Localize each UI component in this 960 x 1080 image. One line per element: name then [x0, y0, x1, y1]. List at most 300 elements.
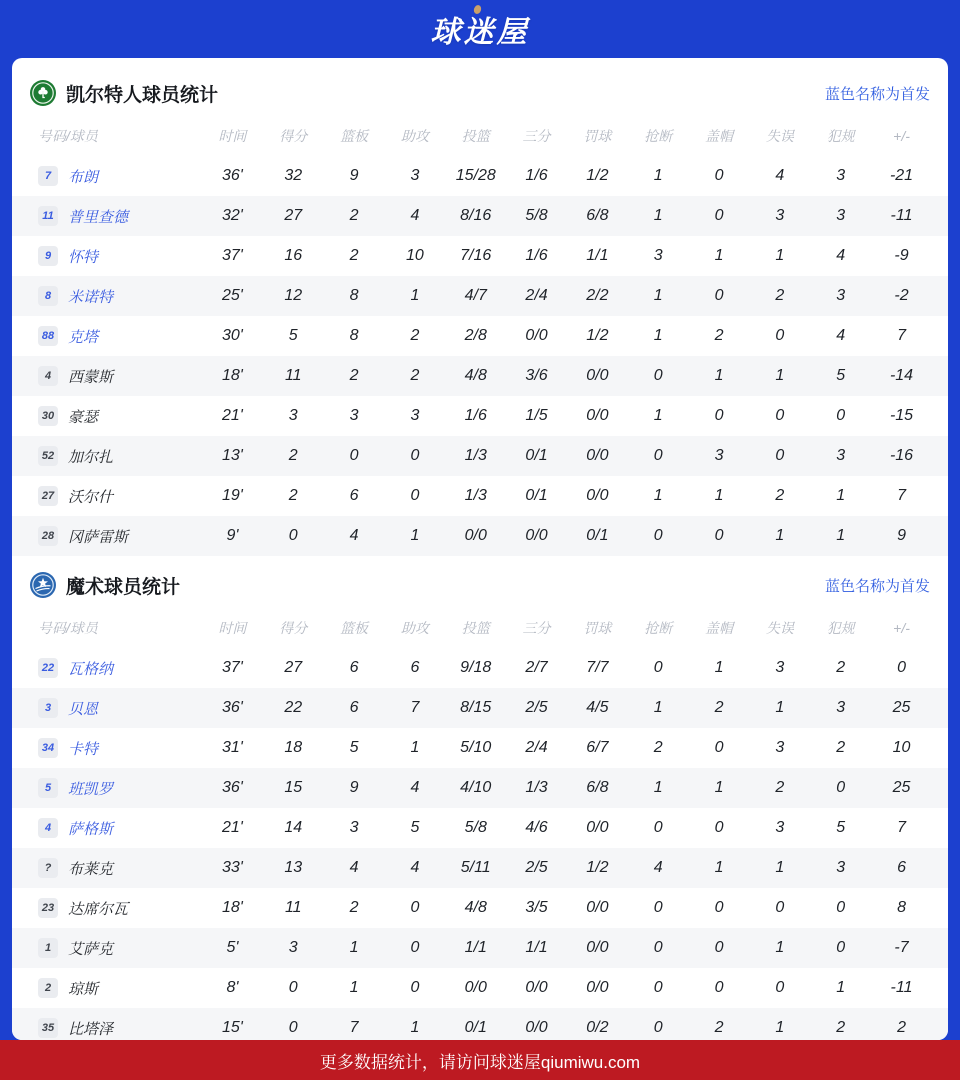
stat-cell: 4/6 — [525, 819, 548, 836]
stat-cell: 2 — [897, 1019, 906, 1036]
player-name: 艾萨克 — [68, 940, 114, 958]
stat-cell: 0/0 — [525, 1019, 548, 1036]
player-cell — [12, 858, 202, 879]
stat-cell: 0/1 — [525, 447, 548, 464]
column-header: 罚球 — [583, 620, 612, 636]
stat-cell: 0/0 — [586, 939, 609, 956]
player-name: 冈萨雷斯 — [68, 528, 129, 546]
stat-cell: 0 — [775, 899, 785, 916]
stat-cell: 1 — [775, 1019, 785, 1036]
column-header: +/- — [893, 128, 910, 144]
player-row — [12, 848, 948, 888]
column-header: 助攻 — [400, 128, 429, 144]
stat-cell: 9' — [226, 527, 239, 544]
column-header: 时间 — [218, 128, 247, 144]
stat-cell: 0 — [714, 167, 724, 184]
stat-cell: 3 — [775, 819, 785, 836]
stat-cell: 2/2 — [586, 287, 609, 304]
stat-cell: 33' — [221, 859, 243, 876]
stat-cell: 14 — [284, 819, 303, 836]
team-section — [12, 556, 948, 1040]
player-cell — [12, 818, 202, 839]
stat-cell: 0 — [714, 287, 724, 304]
stat-cell: 1/5 — [525, 407, 548, 424]
stat-cell: 1 — [410, 739, 420, 756]
stat-cell: 0 — [653, 367, 663, 384]
stat-cell: 7 — [897, 819, 906, 836]
stat-cell: 1 — [653, 167, 663, 184]
stat-cell: 0/0 — [464, 527, 487, 544]
stat-cell: 1 — [836, 487, 846, 504]
player-cell — [12, 938, 202, 959]
stat-cell: 3 — [349, 819, 359, 836]
stat-cell: -11 — [890, 207, 913, 224]
column-header: 盖帽 — [705, 620, 734, 636]
stat-cell: 0 — [653, 939, 663, 956]
player-row — [12, 808, 948, 848]
player-row — [12, 648, 948, 688]
player-number-badge: 22 — [38, 658, 58, 678]
stat-cell: 32 — [284, 167, 303, 184]
player-row — [12, 688, 948, 728]
stat-cell: 1 — [775, 367, 785, 384]
player-number-badge: 27 — [38, 486, 58, 506]
player-row — [12, 316, 948, 356]
column-header: 篮板 — [340, 620, 369, 636]
stat-cell: 1 — [653, 207, 663, 224]
stat-cell: 0/0 — [586, 979, 609, 996]
stat-cell: 2 — [714, 327, 724, 344]
stat-cell: 5 — [410, 819, 420, 836]
player-number-badge: ? — [38, 858, 58, 878]
stat-cell: 12 — [284, 287, 303, 304]
stat-cell: 0 — [775, 447, 785, 464]
stat-cell: 2 — [653, 739, 663, 756]
stat-cell: 8 — [349, 287, 359, 304]
stat-cell: 1/6 — [525, 167, 548, 184]
player-row — [12, 516, 948, 556]
column-header: 犯规 — [826, 620, 855, 636]
stat-cell: 4/8 — [464, 367, 487, 384]
stat-cell: 4/10 — [460, 779, 492, 796]
stat-cell: 7 — [349, 1019, 359, 1036]
stat-cell: 0 — [714, 407, 724, 424]
stat-cell: 0/0 — [464, 979, 487, 996]
stat-cell: 0 — [714, 739, 724, 756]
stat-cell: 0/0 — [586, 487, 609, 504]
stat-cell: 15 — [284, 779, 303, 796]
player-number-badge: 2 — [38, 978, 58, 998]
stat-cell: 5 — [349, 739, 359, 756]
stat-cell: 3 — [836, 207, 846, 224]
stat-cell: -2 — [894, 287, 909, 304]
player-name: 沃尔什 — [68, 488, 114, 506]
stat-cell: 1 — [349, 939, 359, 956]
player-name: 萨格斯 — [68, 820, 114, 838]
column-header: 得分 — [279, 128, 308, 144]
stat-cell: 18' — [221, 899, 243, 916]
column-header: 得分 — [279, 620, 308, 636]
stat-cell: 3 — [775, 739, 785, 756]
stat-cell: 37' — [221, 659, 243, 676]
stat-cell: 9 — [349, 779, 359, 796]
stat-cell: 1 — [349, 979, 359, 996]
stat-cell: 2 — [410, 367, 420, 384]
stat-cell: 0/1 — [464, 1019, 487, 1036]
stat-cell: -14 — [889, 367, 914, 384]
stat-cell: 1/3 — [464, 447, 487, 464]
stat-cell: -21 — [889, 167, 914, 184]
stat-cell: 2 — [349, 899, 359, 916]
stat-cell: 1 — [836, 527, 846, 544]
stat-cell: 0 — [775, 979, 785, 996]
stat-cell: 3 — [714, 447, 724, 464]
stat-cell: 0 — [288, 1019, 298, 1036]
stat-cell: -16 — [889, 447, 914, 464]
stat-cell: 6 — [410, 659, 420, 676]
stat-cell: 0 — [349, 447, 359, 464]
stat-cell: 25' — [221, 287, 243, 304]
stat-cell: -9 — [894, 247, 909, 264]
player-number-badge: 88 — [38, 326, 58, 346]
stat-cell: 1/6 — [464, 407, 487, 424]
stat-cell: 7 — [897, 487, 906, 504]
stat-cell: 3/6 — [525, 367, 548, 384]
player-number-badge: 52 — [38, 446, 58, 466]
stat-cell: 0 — [410, 979, 420, 996]
stat-cell: 2 — [714, 699, 724, 716]
stat-cell: 1 — [653, 779, 663, 796]
stat-cell: 31' — [221, 739, 243, 756]
stat-cell: 8 — [897, 899, 906, 916]
player-row — [12, 356, 948, 396]
stat-cell: 6 — [897, 859, 906, 876]
stat-cell: 7 — [410, 699, 420, 716]
stat-cell: 4/7 — [464, 287, 487, 304]
stat-cell: 0 — [836, 779, 846, 796]
stat-cell: 8/15 — [460, 699, 492, 716]
column-header: 失误 — [765, 620, 794, 636]
player-row — [12, 768, 948, 808]
player-number-badge: 23 — [38, 898, 58, 918]
logo-dot-accent — [473, 4, 483, 15]
stat-cell: 1/6 — [525, 247, 548, 264]
stat-cell: 3 — [288, 407, 298, 424]
player-cell — [12, 526, 202, 547]
stat-cell: 0 — [836, 407, 846, 424]
player-number-badge: 3 — [38, 698, 58, 718]
stat-cell: 0 — [836, 939, 846, 956]
player-row — [12, 156, 948, 196]
player-name: 普里查德 — [68, 208, 129, 226]
stat-cell: 2 — [836, 659, 846, 676]
stat-cell: 6/8 — [586, 207, 609, 224]
stat-cell: 1 — [775, 699, 785, 716]
column-header: 篮板 — [340, 128, 369, 144]
stat-cell: 2 — [349, 207, 359, 224]
player-row — [12, 928, 948, 968]
stat-cell: 0 — [775, 327, 785, 344]
team-title: 魔术球员统计 — [66, 576, 181, 598]
stat-cell: 4 — [410, 859, 420, 876]
stat-cell: 0 — [714, 527, 724, 544]
stat-cell: -15 — [889, 407, 914, 424]
stat-cell: 32' — [221, 207, 243, 224]
stat-cell: 2 — [288, 487, 298, 504]
player-cell — [12, 778, 202, 799]
stat-cell: 5/8 — [525, 207, 548, 224]
stat-cell: 1 — [410, 287, 420, 304]
stat-cell: 11 — [284, 899, 302, 916]
stat-cell: 0 — [653, 447, 663, 464]
player-number-badge: 11 — [38, 206, 58, 226]
player-cell — [12, 1018, 202, 1039]
magic-logo-icon — [30, 572, 56, 598]
stat-cell: 1 — [653, 327, 663, 344]
stat-cell: 1/1 — [586, 247, 609, 264]
player-name: 琼斯 — [68, 980, 99, 998]
stat-cell: 2/5 — [525, 699, 548, 716]
stat-cell: 0/2 — [586, 1019, 609, 1036]
column-header: 投篮 — [461, 620, 490, 636]
starter-legend: 蓝色名称为首发 — [824, 85, 930, 103]
stat-cell: 6 — [349, 487, 359, 504]
player-cell — [12, 446, 202, 467]
stat-cell: 7 — [897, 327, 906, 344]
stat-cell: 21' — [221, 819, 243, 836]
stat-cell: -7 — [894, 939, 909, 956]
stat-cell: 1 — [410, 1019, 420, 1036]
player-number-badge: 35 — [38, 1018, 58, 1038]
stat-cell: 4 — [349, 527, 359, 544]
stat-cell: 2/8 — [464, 327, 487, 344]
stat-cell: 27 — [284, 207, 303, 224]
team-section-header — [12, 64, 948, 116]
column-header: 三分 — [522, 128, 551, 144]
column-header: 犯规 — [826, 128, 855, 144]
player-name: 瓦格纳 — [68, 660, 114, 678]
stat-cell: 0 — [653, 819, 663, 836]
player-row — [12, 276, 948, 316]
player-cell — [12, 366, 202, 387]
stat-cell: 1 — [410, 527, 420, 544]
player-cell — [12, 326, 202, 347]
stat-cell: 1 — [714, 247, 724, 264]
column-header: 失误 — [765, 128, 794, 144]
player-number-badge: 8 — [38, 286, 58, 306]
stat-cell: 1 — [775, 527, 785, 544]
stat-cell: 0/1 — [525, 487, 548, 504]
stat-cell: 13' — [221, 447, 243, 464]
player-name: 比塔泽 — [68, 1020, 114, 1038]
stat-cell: 36' — [221, 167, 243, 184]
stat-cell: 37' — [221, 247, 243, 264]
stat-cell: 0/1 — [586, 527, 609, 544]
player-row — [12, 396, 948, 436]
stat-cell: 3 — [653, 247, 663, 264]
stat-cell: 0 — [288, 527, 298, 544]
player-number-badge: 4 — [38, 818, 58, 838]
player-row — [12, 236, 948, 276]
stat-cell: 0 — [714, 899, 724, 916]
stat-cell: 0/0 — [586, 819, 609, 836]
stat-cell: 2 — [775, 779, 785, 796]
column-header: 助攻 — [400, 620, 429, 636]
stat-cell: 1 — [836, 979, 846, 996]
stat-cell: 1/2 — [586, 327, 609, 344]
column-header: 罚球 — [583, 128, 612, 144]
stat-cell: 4/5 — [586, 699, 609, 716]
stat-cell: 0 — [714, 207, 724, 224]
stat-cell: 2 — [714, 1019, 724, 1036]
stat-cell: 5' — [226, 939, 239, 956]
player-row — [12, 476, 948, 516]
site-header — [0, 0, 960, 58]
stat-cell: 2 — [836, 739, 846, 756]
stat-cell: 3 — [836, 699, 846, 716]
player-cell — [12, 206, 202, 227]
stat-cell: 0/0 — [525, 979, 548, 996]
stat-cell: 4 — [836, 247, 846, 264]
player-row — [12, 1008, 948, 1040]
stat-cell: 0/0 — [586, 367, 609, 384]
stat-cell: 1 — [714, 779, 724, 796]
player-cell — [12, 286, 202, 307]
stat-cell: 6 — [349, 659, 359, 676]
player-number-badge: 30 — [38, 406, 58, 426]
stat-cell: 10 — [406, 247, 424, 264]
stat-cell: 13 — [284, 859, 303, 876]
stat-cell: 15/28 — [455, 167, 496, 184]
column-header: 三分 — [522, 620, 551, 636]
stat-cell: 18 — [284, 739, 303, 756]
player-cell — [12, 898, 202, 919]
stat-cell: 4 — [653, 859, 663, 876]
stat-cell: 0 — [410, 447, 420, 464]
player-cell — [12, 166, 202, 187]
stat-cell: 2 — [349, 367, 359, 384]
stat-cell: 6 — [349, 699, 359, 716]
player-name: 卡特 — [68, 740, 99, 758]
stat-cell: 1 — [653, 487, 663, 504]
stat-cell: 2 — [349, 247, 359, 264]
stat-cell: 3 — [775, 207, 785, 224]
stat-cell: 0 — [653, 659, 663, 676]
stat-cell: 6/7 — [586, 739, 609, 756]
stat-cell: 4 — [349, 859, 359, 876]
player-row — [12, 728, 948, 768]
player-number-badge: 4 — [38, 366, 58, 386]
starter-legend: 蓝色名称为首发 — [824, 577, 930, 595]
stat-cell: 0/0 — [525, 327, 548, 344]
stat-cell: 5 — [288, 327, 298, 344]
stat-cell: 3 — [836, 447, 846, 464]
stat-cell: 1/1 — [525, 939, 548, 956]
stat-cell: 1/2 — [586, 859, 609, 876]
column-header: +/- — [893, 620, 910, 636]
stat-cell: 2 — [410, 327, 420, 344]
player-name: 怀特 — [68, 248, 99, 266]
player-name: 贝恩 — [68, 700, 99, 718]
column-header: 号码/球员 — [38, 620, 98, 636]
stat-cell: 0 — [714, 939, 724, 956]
player-row — [12, 888, 948, 928]
celtics-logo-icon — [30, 80, 56, 106]
player-cell — [12, 246, 202, 267]
stat-cell: 6/8 — [586, 779, 609, 796]
stat-cell: 0 — [410, 899, 420, 916]
stat-cell: 5 — [836, 367, 846, 384]
stat-cell: 0 — [410, 487, 420, 504]
stat-cell: 5/10 — [460, 739, 492, 756]
stat-cell: 0 — [836, 899, 846, 916]
player-number-badge: 1 — [38, 938, 58, 958]
stat-cell: 1 — [653, 699, 663, 716]
stat-cell: -11 — [890, 979, 913, 996]
stat-cell: 1 — [714, 859, 724, 876]
stat-cell: 21' — [221, 407, 243, 424]
stat-cell: 5/11 — [460, 859, 491, 876]
stat-cell: 1 — [653, 287, 663, 304]
stat-cell: 8 — [349, 327, 359, 344]
player-number-badge: 28 — [38, 526, 58, 546]
player-cell — [12, 486, 202, 507]
stat-cell: 0 — [653, 527, 663, 544]
player-cell — [12, 698, 202, 719]
team-section-header — [12, 556, 948, 608]
stat-cell: 25 — [892, 699, 911, 716]
stat-cell: 3 — [410, 407, 420, 424]
stat-cell: 8/16 — [460, 207, 492, 224]
stat-cell: 9 — [897, 527, 906, 544]
stat-cell: 2/4 — [525, 287, 548, 304]
stat-cell: 36' — [221, 699, 243, 716]
stat-cell: 4 — [775, 167, 785, 184]
stat-cell: 0 — [897, 659, 906, 676]
stat-cell: 4/8 — [464, 899, 487, 916]
stat-cell: 36' — [221, 779, 243, 796]
table-header-row — [12, 116, 948, 156]
stat-cell: 4 — [836, 327, 846, 344]
stat-cell: 1/3 — [525, 779, 548, 796]
site-logo-text: 球迷屋 — [430, 16, 530, 49]
column-header: 投篮 — [461, 128, 490, 144]
stat-cell: 0 — [410, 939, 420, 956]
stats-card — [12, 58, 948, 1040]
stat-cell: 15' — [221, 1019, 243, 1036]
stat-cell: 0 — [653, 899, 663, 916]
stat-cell: 1 — [714, 367, 724, 384]
stat-cell: 2 — [775, 287, 785, 304]
player-row — [12, 436, 948, 476]
column-header: 盖帽 — [705, 128, 734, 144]
player-cell — [12, 978, 202, 999]
stat-cell: 1 — [714, 487, 724, 504]
player-name: 豪瑟 — [68, 408, 99, 426]
player-number-badge: 34 — [38, 738, 58, 758]
player-cell — [12, 406, 202, 427]
stat-cell: 8' — [226, 979, 239, 996]
stat-cell: 11 — [284, 367, 302, 384]
player-name: 布朗 — [68, 168, 99, 186]
stat-cell: 9 — [349, 167, 359, 184]
stat-cell: 0/0 — [525, 527, 548, 544]
team-sections-container — [12, 64, 948, 1040]
site-footer — [0, 1040, 960, 1080]
column-header: 抢断 — [644, 128, 673, 144]
stat-cell: 0 — [653, 979, 663, 996]
stat-cell: 25 — [892, 779, 911, 796]
